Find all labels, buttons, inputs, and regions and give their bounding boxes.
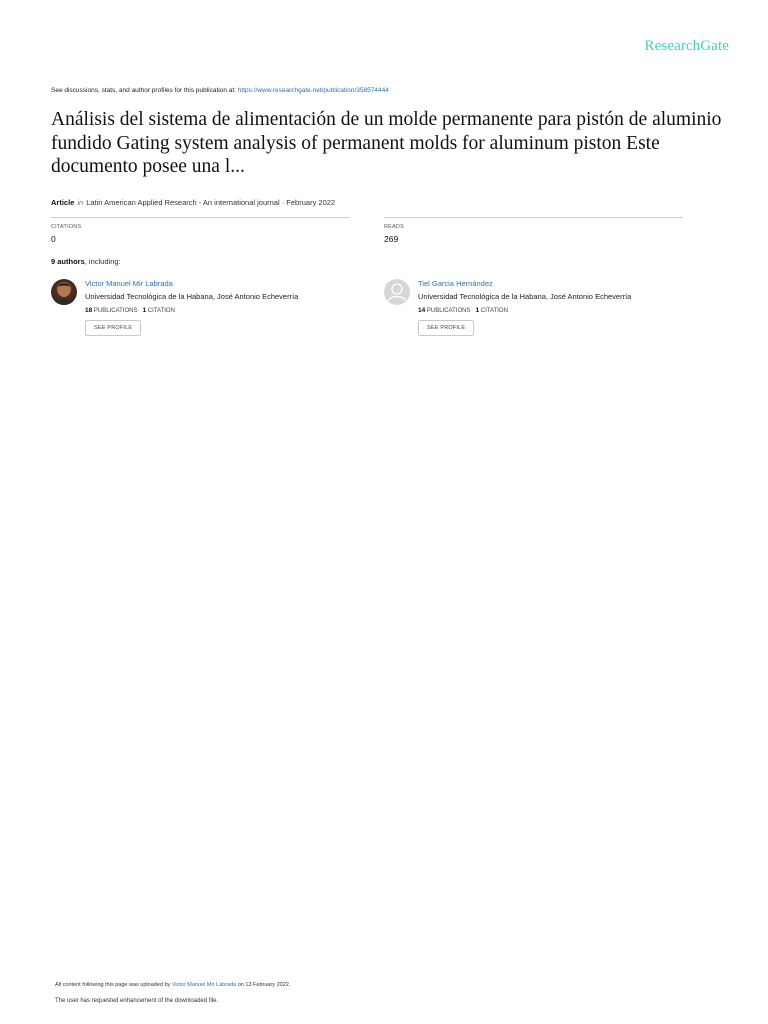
- uploader-link[interactable]: Victor Manuel Mir Labrada: [171, 982, 237, 988]
- placeholder-user-icon[interactable]: [384, 279, 410, 305]
- see-profile-button[interactable]: SEE PROFILE: [85, 320, 141, 336]
- author-stats: [85, 307, 298, 314]
- publication-type: Article: [51, 198, 75, 207]
- author-citations-count: 1: [142, 307, 147, 314]
- author-citations-count: 1: [475, 307, 480, 314]
- author-citations-label: CITATION: [480, 308, 508, 314]
- upload-prefix: All content following this page was uploaded by: [55, 982, 172, 988]
- authors-suffix: , including:: [84, 257, 121, 266]
- citations-stat: [51, 217, 350, 244]
- reads-label: READS: [384, 224, 404, 230]
- publication-url-link[interactable]: https://www.researchgate.net/publication/358574444: [237, 87, 389, 94]
- researchgate-logo[interactable]: ResearchGate: [644, 38, 729, 54]
- authors-count: 9 authors: [51, 257, 85, 266]
- publication-title: Análisis del sistema de alimentación de un molde permanente para pistón de aluminio fundido Gating system analysis of permanent molds for aluminum piston Este documento posee una l...: [51, 109, 722, 177]
- author-publications-count: 18: [85, 307, 93, 314]
- reads-value: 269: [384, 234, 399, 244]
- reads-stat: [384, 217, 683, 244]
- enhancement-note: The user has requested enhancement of the downloaded file.: [55, 998, 219, 1004]
- author-affiliation: Universidad Tecnológica de la Habana, José Antonio Echeverría: [85, 292, 299, 301]
- author-citations-label: CITATION: [147, 308, 175, 314]
- citations-label: CITATIONS: [51, 224, 82, 230]
- author-publications-count: 14: [418, 307, 426, 314]
- discussion-line: [51, 87, 389, 94]
- upload-suffix: on 13 February 2022.: [236, 982, 291, 988]
- author-stats: [418, 307, 631, 314]
- author-affiliation: Universidad Tecnológica de la Habana, José Antonio Echeverría: [418, 292, 632, 301]
- authors-header: [51, 257, 121, 266]
- author-publications-label: PUBLICATIONS: [426, 308, 471, 314]
- author-avatar[interactable]: [51, 279, 77, 305]
- citations-value: 0: [51, 234, 56, 244]
- discussion-prefix: See discussions, stats, and author profiles for this publication at:: [51, 87, 238, 94]
- author-name[interactable]: Victor Manuel Mir Labrada: [85, 279, 173, 288]
- meta-in: in: [77, 198, 84, 207]
- author-name[interactable]: Tiel Garcia Hernández: [418, 279, 493, 288]
- author-publications-label: PUBLICATIONS: [93, 308, 138, 314]
- publication-meta: [51, 198, 335, 207]
- upload-note: [55, 982, 290, 988]
- publication-source[interactable]: Latin American Applied Research - An international journal · February 2022: [86, 198, 336, 207]
- see-profile-button[interactable]: SEE PROFILE: [418, 320, 474, 336]
